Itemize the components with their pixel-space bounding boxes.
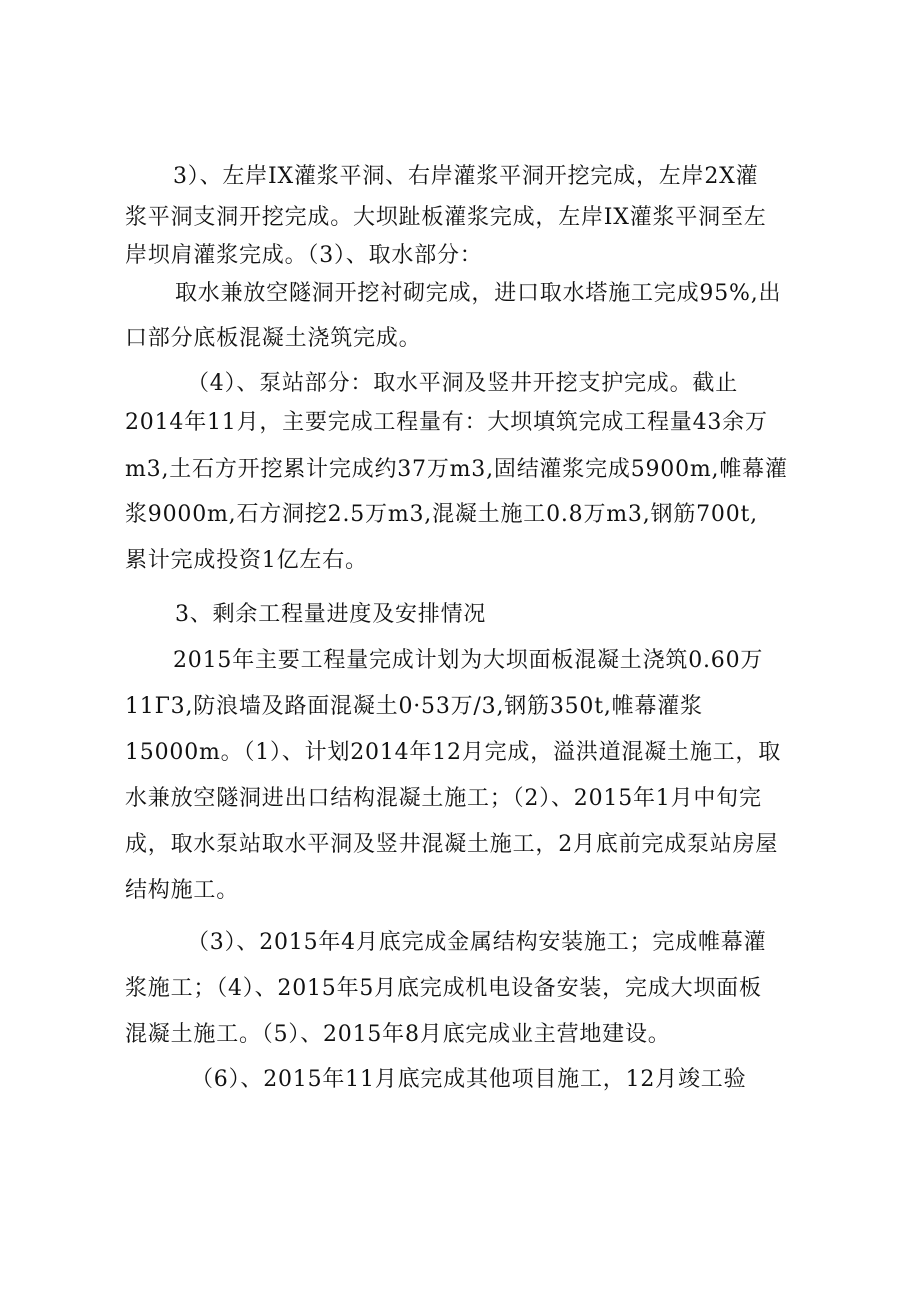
text-line: 取水兼放空隧洞开挖衬砌完成，进口取水塔施工完成95%,出	[175, 281, 782, 306]
text-line: 3）、左岸IX灌浆平洞、右岸灌浆平洞开挖完成，左岸2X灌	[173, 164, 759, 189]
text-line: （3）、2015年4月底完成金属结构安装施工；完成帷幕灌	[187, 930, 767, 955]
text-line: 累计完成投资1亿左右。	[125, 548, 368, 573]
text-line: 浆9000m,石方洞挖2.5万m3,混凝土施工0.8万m3,钢筋700t,	[125, 502, 758, 527]
text-line: 水兼放空隧洞进出口结构混凝土施工；（2）、2015年1月中旬完	[125, 786, 762, 811]
text-line: 成，取水泵站取水平洞及竖井混凝土施工，2月底前完成泵站房屋	[125, 832, 779, 857]
section-heading: 3、剩余工程量进度及安排情况	[175, 602, 487, 627]
text-line: 15000m。（1）、计划2014年12月完成，溢洪道混凝土施工，取	[125, 740, 782, 765]
text-line: 浆施工；（4）、2015年5月底完成机电设备安装，完成大坝面板	[125, 976, 762, 1001]
text-line: 2015年主要工程量完成计划为大坝面板混凝土浇筑0.60万	[173, 648, 764, 673]
text-line: 浆平洞支洞开挖完成。大坝趾板灌浆完成，左岸IX灌浆平洞至左	[125, 205, 767, 230]
text-line: m3,土石方开挖累计完成约37万m3,固结灌浆完成5900m,帷幕灌	[125, 457, 788, 482]
text-line: （6）、2015年11月底完成其他项目施工，12月竣工验	[191, 1067, 747, 1092]
text-line: 2014年11月，主要完成工程量有：大坝填筑完成工程量43余万	[125, 410, 768, 435]
text-line: （4）、泵站部分：取水平洞及竖井开挖支护完成。截止	[187, 371, 738, 396]
text-line: 口部分底板混凝土浇筑完成。	[125, 326, 422, 351]
text-line: 岸坝肩灌浆完成。（3）、取水部分：	[125, 243, 483, 268]
text-line: 11Γ3,防浪墙及路面混凝土0·53万/3,钢筋350t,帷幕灌浆	[125, 694, 703, 719]
text-line: 结构施工。	[125, 878, 240, 903]
text-line: 混凝土施工。（5）、2015年8月底完成业主营地建设。	[125, 1022, 671, 1047]
